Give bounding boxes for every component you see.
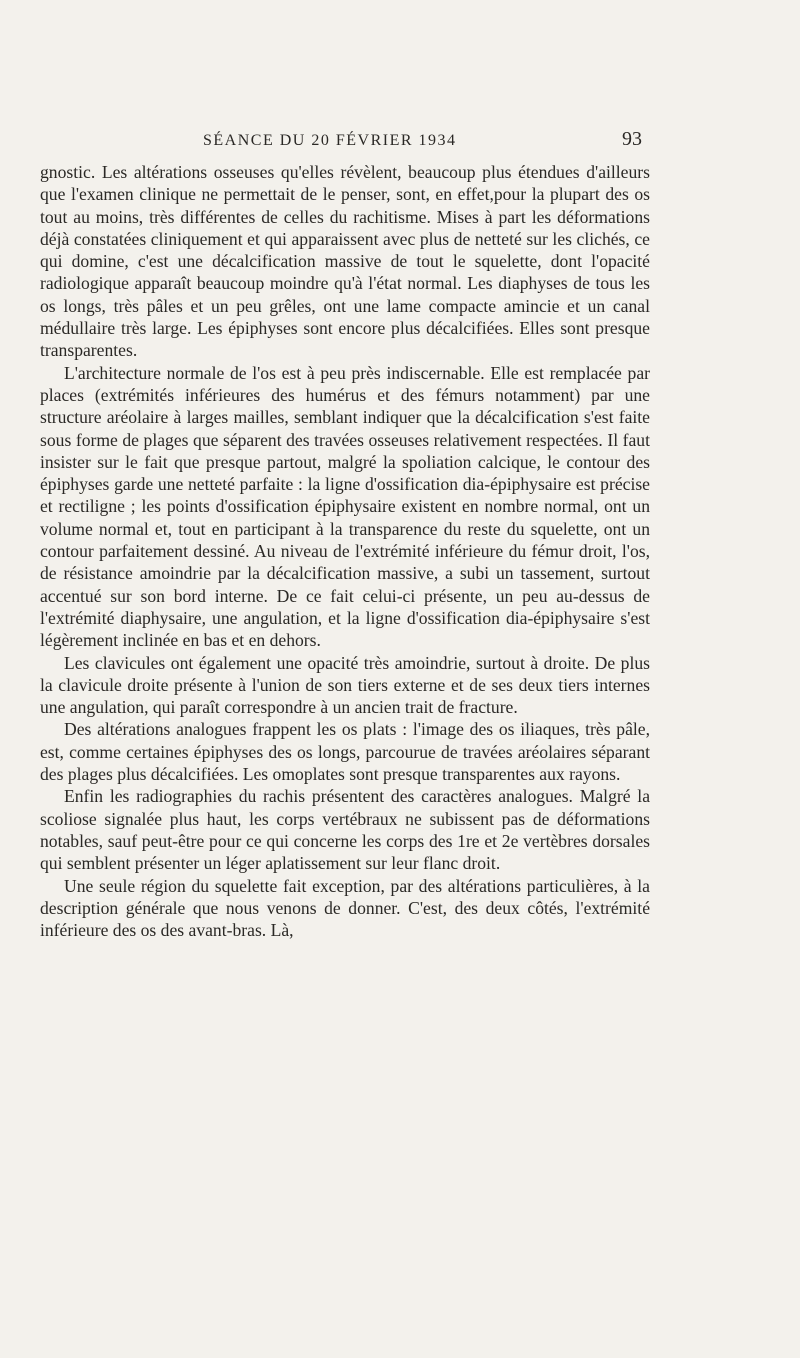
paragraph-3: Les clavicules ont également une opacité très amoindrie, surtout à droite. De plus la clavicule droite présente à l'union de son tiers externe et de ses deux tiers internes une angulation, qui paraît correspondre à un ancien trait de fracture. (40, 652, 650, 718)
body-text (40, 161, 650, 941)
page-header (40, 122, 650, 158)
paragraph-2: L'architecture normale de l'os est à peu près indiscernable. Elle est remplacée par places (extrémités inférieures des humérus et des fémurs notamment) par une structure aréolaire à larges mailles, semblant indiquer que la décalcification s'est faite sous forme de plages que séparent des travées osseuses relativement respectées. Il faut insister sur le fait que presque partout, malgré la spoliation calcique, le contour des épiphyses garde une netteté parfaite : la ligne d'ossification dia-épiphysaire est précise et rectiligne ; les points d'ossification épiphysaire existent en nombre normal, ont un volume normal et, tout en participant à la transparence du reste du squelette, ont un contour parfaitement dessiné. Au niveau de l'extrémité inférieure du fémur droit, l'os, de résistance amoindrie par la décalcification massive, a subi un tassement, surtout accentué sur son bord interne. De ce fait celui-ci présente, un peu au-dessus de l'extrémité diaphysaire, une angulation, et la ligne d'ossification dia-épiphysaire s'est légèrement inclinée en bas et en dehors. (40, 362, 650, 651)
paragraph-5: Enfin les radiographies du rachis présentent des caractères analogues. Malgré la scoliose signalée plus haut, les corps vertébraux ne subissent pas de déformations notables, sauf peut-être pour ce qui concerne les corps des 1re et 2e vertèbres dorsales qui semblent présenter un léger aplatissement sur leur flanc droit. (40, 786, 650, 874)
running-title: SÉANCE DU 20 FÉVRIER 1934 (203, 132, 457, 149)
paragraph-6: Une seule région du squelette fait exception, par des altérations particulières, à la description générale que nous venons de donner. C'est, des deux côtés, l'extrémité inférieure des os des avant-bras. Là, (40, 875, 650, 941)
page-number: 93 (622, 128, 642, 150)
paragraph-1: gnostic. Les altérations osseuses qu'elles révèlent, beaucoup plus étendues d'ailleurs que l'examen clinique ne permettait de le penser, sont, en effet,pour la plupart des os tout au moins, très différentes de celles du rachitisme. Mises à part les déformations déjà constatées cliniquement et qui apparaissent avec plus de netteté sur les clichés, ce qui domine, c'est une décalcification massive de tout le squelette, dont l'opacité radiologique apparaît beaucoup moindre qu'à l'état normal. Les diaphyses de tous les os longs, très pâles et un peu grêles, ont une lame compacte amincie et un canal médullaire très large. Les épiphyses sont encore plus décalcifiées. Elles sont presque transparentes. (40, 162, 650, 361)
paragraph-4: Des altérations analogues frappent les os plats : l'image des os iliaques, très pâle, est, comme certaines épiphyses des os longs, parcourue de travées aréolaires séparant des plages plus décalcifiées. Les omoplates sont presque transparentes aux rayons. (40, 719, 650, 785)
document-page (40, 122, 650, 941)
